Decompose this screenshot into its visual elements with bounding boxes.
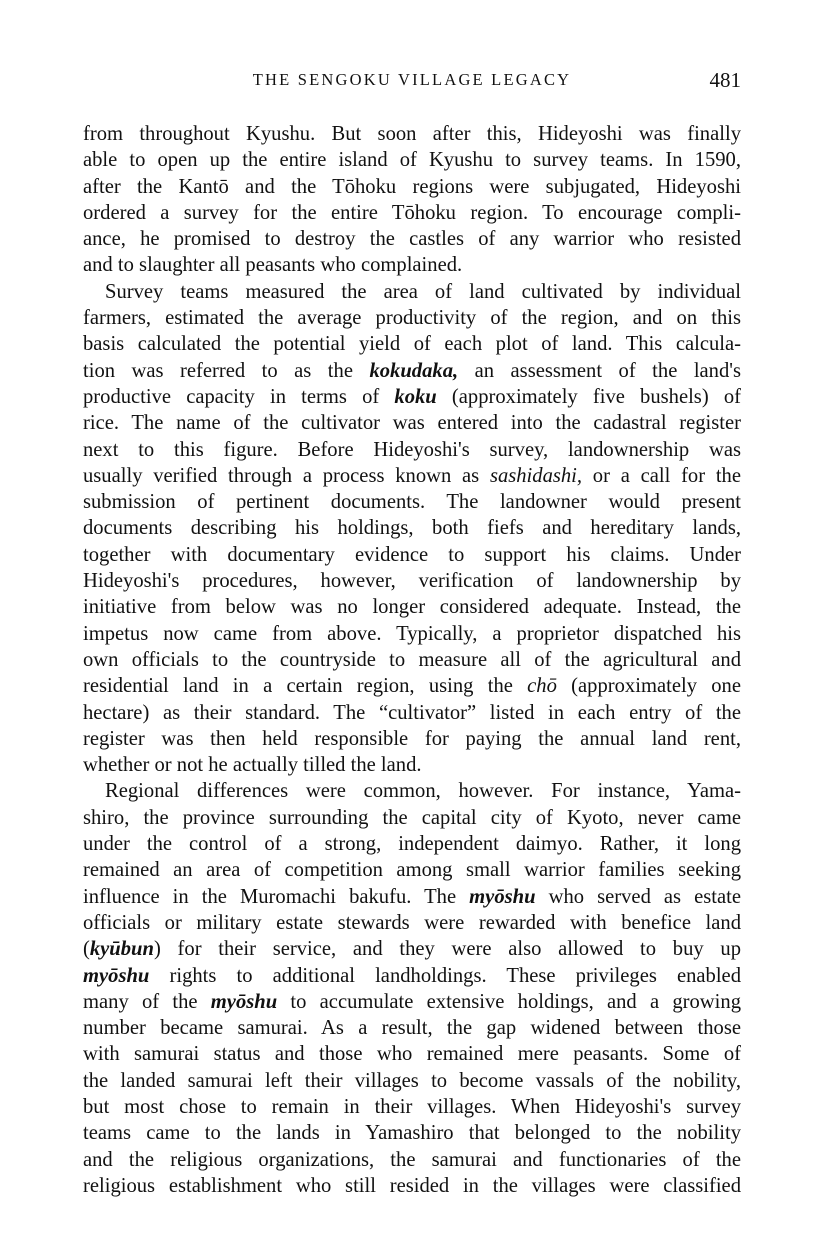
page-header xyxy=(83,70,741,100)
text-line: shiro, the province surrounding the capital city of Kyoto, never came xyxy=(83,806,741,829)
text-line: register was then held responsible for paying the annual land rent, xyxy=(83,727,741,750)
text-line: under the control of a strong, independent daimyo. Rather, it long xyxy=(83,833,741,856)
text-line: next to this figure. Before Hideyoshi's survey, landownership was xyxy=(83,438,741,461)
text-line: whether or not he actually tilled the land. xyxy=(83,754,422,777)
text-line: Hideyoshi's procedures, however, verification of landownership by xyxy=(83,570,741,593)
text-line: own officials to the countryside to measure all of the agricultural and xyxy=(83,648,741,671)
text-line: religious establishment who still resided in the villages were classified xyxy=(83,1174,741,1197)
text-line: usually verified through a process known as sashidashi, or a call for the xyxy=(83,464,741,487)
text-line: residential land in a certain region, using the chō (approximately one xyxy=(83,675,741,698)
paragraph xyxy=(83,279,741,779)
text-line: and the religious organizations, the samurai and functionaries of the xyxy=(83,1148,741,1171)
text-line: teams came to the lands in Yamashiro that belonged to the nobility xyxy=(83,1122,741,1145)
text-line: from throughout Kyushu. But soon after this, Hideyoshi was finally xyxy=(83,123,741,145)
text-line: influence in the Muromachi bakufu. The myōshu who served as estate xyxy=(83,885,741,908)
text-line: after the Kantō and the Tōhoku regions were subjugated, Hideyoshi xyxy=(83,175,741,198)
text-line: ordered a survey for the entire Tōhoku region. To encourage compli- xyxy=(83,201,741,224)
text-line: (kyūbun) for their service, and they were also allowed to buy up xyxy=(83,938,741,961)
emphasized-term: kyūbun xyxy=(89,938,154,961)
emphasized-term: myōshu xyxy=(469,885,536,908)
text-line: impetus now came from above. Typically, a proprietor dispatched his xyxy=(83,622,741,645)
emphasized-term: kokudaka, xyxy=(369,359,459,382)
emphasized-term: myōshu xyxy=(83,964,150,987)
text-line: Survey teams measured the area of land cultivated by individual xyxy=(105,280,741,303)
text-line: ance, he promised to destroy the castles of any warrior who resisted xyxy=(83,228,741,251)
text-line: together with documentary evidence to support his claims. Under xyxy=(83,543,741,566)
body-text xyxy=(83,121,741,1199)
text-line: remained an area of competition among small warrior families seeking xyxy=(83,859,741,882)
text-line: many of the myōshu to accumulate extensive holdings, and a growing xyxy=(83,990,741,1013)
text-line: myōshu rights to additional landholdings. These privileges enabled xyxy=(83,964,741,987)
text-line: able to open up the entire island of Kyushu to survey teams. In 1590, xyxy=(83,149,741,172)
text-line: and to slaughter all peasants who complained. xyxy=(83,254,463,277)
text-line: the landed samurai left their villages to become vassals of the nobility, xyxy=(83,1069,741,1092)
text-line: but most chose to remain in their villages. When Hideyoshi's survey xyxy=(83,1095,741,1118)
text-line: hectare) as their standard. The “cultivator” listed in each entry of the xyxy=(83,701,741,724)
text-line: officials or military estate stewards were rewarded with benefice land xyxy=(83,911,741,934)
paragraph xyxy=(83,778,741,1199)
paragraph xyxy=(83,121,741,279)
text-line: basis calculated the potential yield of each plot of land. This calcula- xyxy=(83,333,741,356)
text-line: documents describing his holdings, both fiefs and hereditary lands, xyxy=(83,517,741,540)
text-line: number became samurai. As a result, the gap widened between those xyxy=(83,1017,741,1040)
text-line: rice. The name of the cultivator was entered into the cadastral register xyxy=(83,412,741,435)
text-line: initiative from below was no longer considered adequate. Instead, the xyxy=(83,596,741,619)
text-line: with samurai status and those who remained mere peasants. Some of xyxy=(83,1043,741,1066)
italic-term: sashidashi, xyxy=(489,464,583,487)
text-line: productive capacity in terms of koku (approximately five bushels) of xyxy=(83,385,741,408)
italic-term: chō xyxy=(527,675,557,698)
text-line: submission of pertinent documents. The landowner would present xyxy=(83,491,741,514)
running-head: THE SENGOKU VILLAGE LEGACY xyxy=(252,70,572,89)
text-line: Regional differences were common, however. For instance, Yama- xyxy=(105,780,741,803)
emphasized-term: koku xyxy=(394,385,437,408)
text-line: farmers, estimated the average productivity of the region, and on this xyxy=(83,307,741,330)
page-number: 481 xyxy=(709,68,741,92)
emphasized-term: myōshu xyxy=(210,990,278,1013)
text-line: tion was referred to as the kokudaka, an assessment of the land's xyxy=(83,359,741,382)
